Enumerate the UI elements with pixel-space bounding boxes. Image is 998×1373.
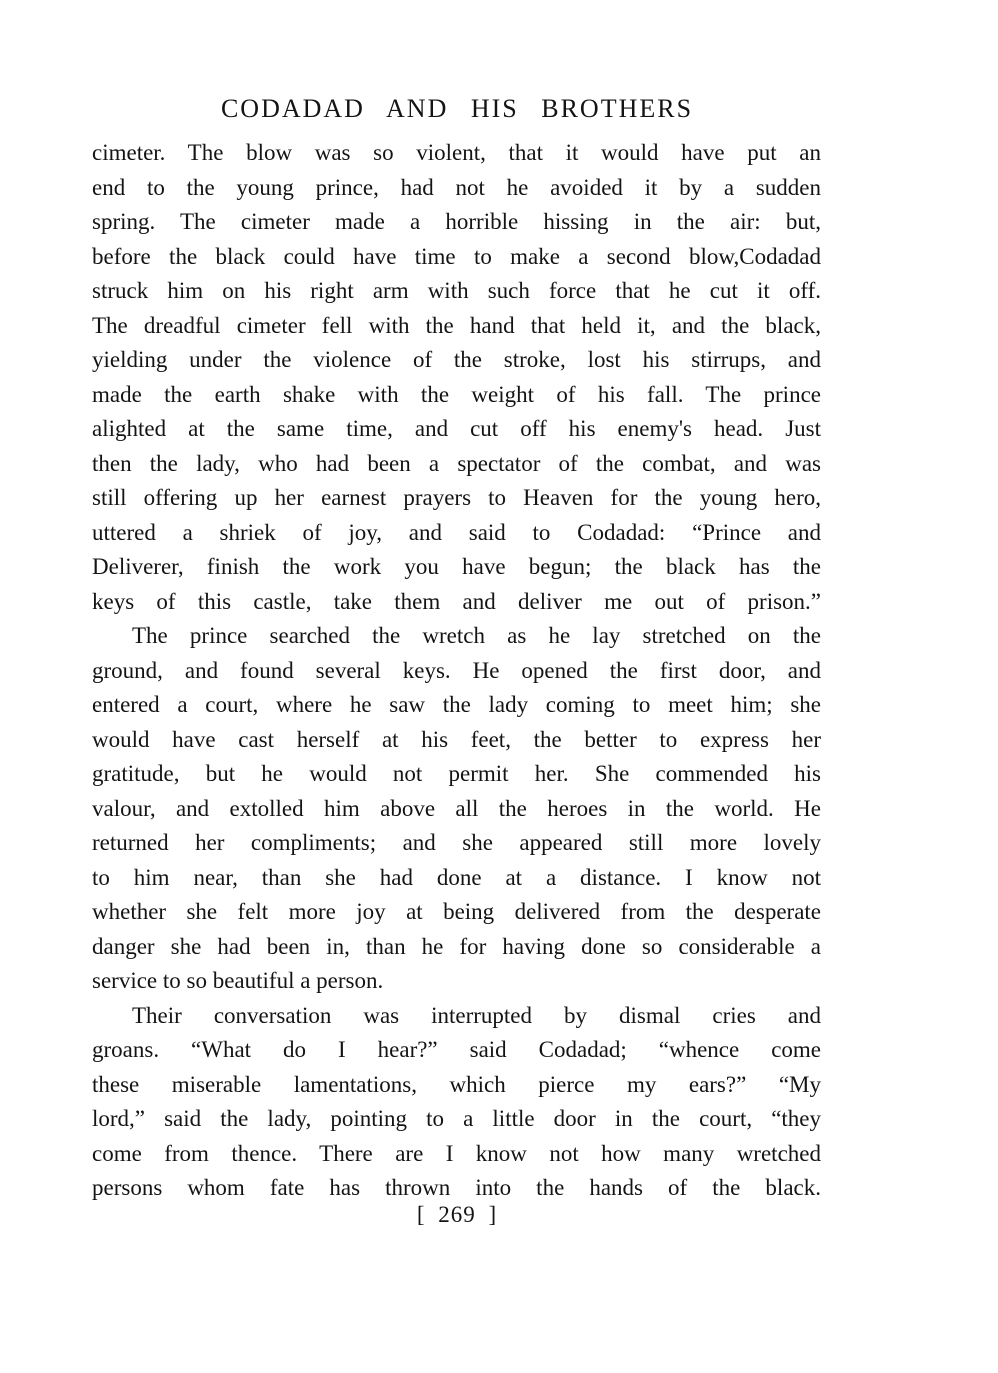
text-line: entered a court, where he saw the lady coming to meet him; she	[92, 692, 821, 717]
text-line: yielding under the violence of the stroke, lost his stirrups, and	[92, 347, 821, 372]
text-line: danger she had been in, than he for having done so considerable a	[92, 933, 821, 959]
text-line: service to so beautiful a person.	[92, 968, 384, 993]
text-line: Deliverer, finish the work you have begun; the black has the	[92, 554, 821, 579]
text-line: spring. The cimeter made a horrible hissing in the air: but,	[92, 209, 821, 234]
text-line: would have cast herself at his feet, the better to express her	[92, 726, 821, 752]
text-line: come from thence. There are I know not how many wretched	[92, 1140, 821, 1166]
text-line: whether she felt more joy at being delivered from the desperate	[92, 899, 821, 924]
text-line: keys of this castle, take them and deliver me out of prison.”	[92, 588, 821, 614]
text-line: Their conversation was interrupted by dismal cries and	[132, 1002, 821, 1028]
text-line: cimeter. The blow was so violent, that it would have put an	[92, 140, 821, 165]
text-line: The dreadful cimeter fell with the hand that held it, and the black,	[92, 312, 821, 338]
text-line: before the black could have time to make a second blow,Codadad	[92, 243, 821, 269]
text-line: persons whom fate has thrown into the hands of the black.	[92, 1175, 821, 1200]
text-line: then the lady, who had been a spectator of the combat, and was	[92, 450, 821, 476]
text-line: ground, and found several keys. He opened the first door, and	[92, 657, 821, 683]
text-line: groans. “What do I hear?” said Codadad; “whence come	[92, 1037, 821, 1062]
page-title: CODADAD AND HIS BROTHERS	[220, 94, 694, 123]
text-line: valour, and extolled him above all the heroes in the world. He	[92, 795, 821, 821]
text-line: still offering up her earnest prayers to Heaven for the young hero,	[92, 485, 821, 510]
text-line: made the earth shake with the weight of his fall. The prince	[92, 381, 821, 407]
text-line: The prince searched the wretch as he lay stretched on the	[132, 623, 821, 648]
text-line: to him near, than she had done at a distance. I know not	[92, 864, 821, 890]
text-line: uttered a shriek of joy, and said to Codadad: “Prince and	[92, 519, 821, 545]
text-line: these miserable lamentations, which pierce my ears?” “My	[92, 1071, 821, 1097]
body-text	[92, 136, 821, 1206]
text-line: struck him on his right arm with such force that he cut it off.	[92, 278, 821, 303]
text-line: end to the young prince, had not he avoided it by a sudden	[92, 174, 821, 200]
text-line: returned her compliments; and she appeared still more lovely	[92, 830, 821, 855]
text-line: gratitude, but he would not permit her. She commended his	[92, 761, 821, 786]
page-number: [ 269 ]	[416, 1202, 498, 1227]
text-line: alighted at the same time, and cut off his enemy's head. Just	[92, 416, 821, 441]
text-line: lord,” said the lady, pointing to a little door in the court, “they	[92, 1106, 821, 1131]
